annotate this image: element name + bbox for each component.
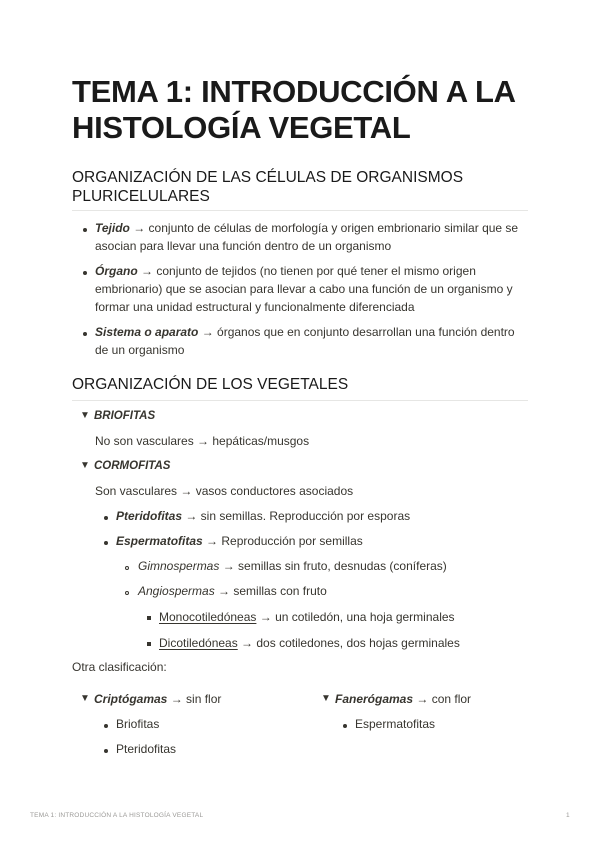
circle-bullet-icon: [125, 591, 129, 595]
list-item-pteridofitas: [116, 507, 410, 525]
list-item-tejido: [95, 219, 535, 255]
otra-clasificacion-label: Otra clasificación:: [72, 660, 167, 674]
definition-organo: → conjunto de tejidos (no tienen por qué tener el mismo origen embrionario) que se asocian para llevar a cabo una función de un organismo y formar una unidad estructural y funcionalmente diferenciada: [95, 264, 513, 314]
bullet-icon: [104, 724, 108, 728]
bullet-icon: [83, 271, 87, 275]
page-footer-title: TEMA 1: INTRODUCCIÓN A LA HISTOLOGÍA VEGETAL: [30, 812, 204, 819]
bullet-icon: [83, 228, 87, 232]
section-heading-vegetales: ORGANIZACIÓN DE LOS VEGETALES: [72, 376, 349, 393]
list-item-sistema: [95, 323, 515, 359]
cormofitas-body: Son vasculares → vasos conductores asociados: [95, 484, 354, 498]
toggle-label-criptogamas: [94, 690, 221, 708]
circle-bullet-icon: [125, 566, 129, 570]
term-espermatofitas: Espermatofitas: [116, 534, 203, 548]
toggle-label-briofitas: BRIOFITAS: [94, 410, 156, 422]
definition-angiospermas: → semillas con fruto: [214, 584, 327, 598]
term-pteridofitas: Pteridofitas: [116, 509, 183, 523]
term-criptogamas: Criptógamas: [94, 692, 168, 706]
list-item-dicotiledoneas: [159, 634, 460, 652]
definition-sistema: → órganos que en conjunto desarrollan una función dentro de un organismo: [95, 325, 515, 357]
bullet-icon: [83, 332, 87, 336]
toggle-label-cormofitas: CORMOFITAS: [94, 460, 171, 472]
bullet-icon: [343, 724, 347, 728]
term-dicotiledoneas: Dicotiledóneas: [159, 636, 238, 650]
toggle-triangle-icon: ▼: [80, 693, 90, 704]
definition-tejido: → conjunto de células de morfología y origen embrionario similar que se asocian para llevar una función dentro de un organismo: [95, 221, 519, 253]
term-monocotiledoneas: Monocotiledóneas: [159, 610, 257, 624]
toggle-triangle-icon: ▼: [321, 693, 331, 704]
list-item-espermatofitas-col: Espermatofitas: [355, 717, 436, 731]
definition-monocotiledoneas: → un cotiledón, una hoja germinales: [256, 610, 455, 624]
term-fanerogamas: Fanerógamas: [335, 692, 414, 706]
definition-dicotiledoneas: → dos cotiledones, dos hojas germinales: [237, 636, 460, 650]
definition-pteridofitas: → sin semillas. Reproducción por esporas: [182, 509, 411, 523]
list-item-organo: [95, 262, 525, 316]
section-divider: [72, 210, 528, 211]
page-title: TEMA 1: INTRODUCCIÓN A LA HISTOLOGÍA VEGETAL: [72, 74, 515, 145]
definition-gimnospermas: → semillas sin fruto, desnudas (coníferas): [219, 559, 447, 573]
term-sistema: Sistema o aparato: [95, 325, 199, 339]
list-item-espermatofitas: [116, 532, 363, 550]
section-divider: [72, 400, 528, 401]
list-item-gimnospermas: [138, 557, 447, 575]
list-item-monocotiledoneas: [159, 608, 455, 626]
term-organo: Órgano: [95, 264, 138, 278]
list-item-pteridofitas-col: Pteridofitas: [116, 742, 177, 756]
list-item-briofitas: Briofitas: [116, 717, 160, 731]
square-bullet-icon: [147, 616, 151, 620]
bullet-icon: [104, 541, 108, 545]
page-number: 1: [566, 812, 570, 819]
definition-fanerogamas: → con flor: [413, 692, 472, 706]
bullet-icon: [104, 749, 108, 753]
bullet-icon: [104, 516, 108, 520]
definition-espermatofitas: → Reproducción por semillas: [202, 534, 363, 548]
briofitas-body: No son vasculares → hepáticas/musgos: [95, 434, 310, 448]
toggle-triangle-icon: ▼: [80, 460, 90, 471]
term-gimnospermas: Gimnospermas: [138, 559, 220, 573]
list-item-angiospermas: [138, 582, 327, 600]
term-angiospermas: Angiospermas: [138, 584, 215, 598]
section-heading-celulas: ORGANIZACIÓN DE LAS CÉLULAS DE ORGANISMOS PLURICELULARES: [72, 169, 464, 205]
toggle-label-fanerogamas: [335, 690, 471, 708]
square-bullet-icon: [147, 642, 151, 646]
definition-criptogamas: → sin flor: [167, 692, 222, 706]
term-tejido: Tejido: [95, 221, 130, 235]
toggle-triangle-icon: ▼: [80, 410, 90, 421]
